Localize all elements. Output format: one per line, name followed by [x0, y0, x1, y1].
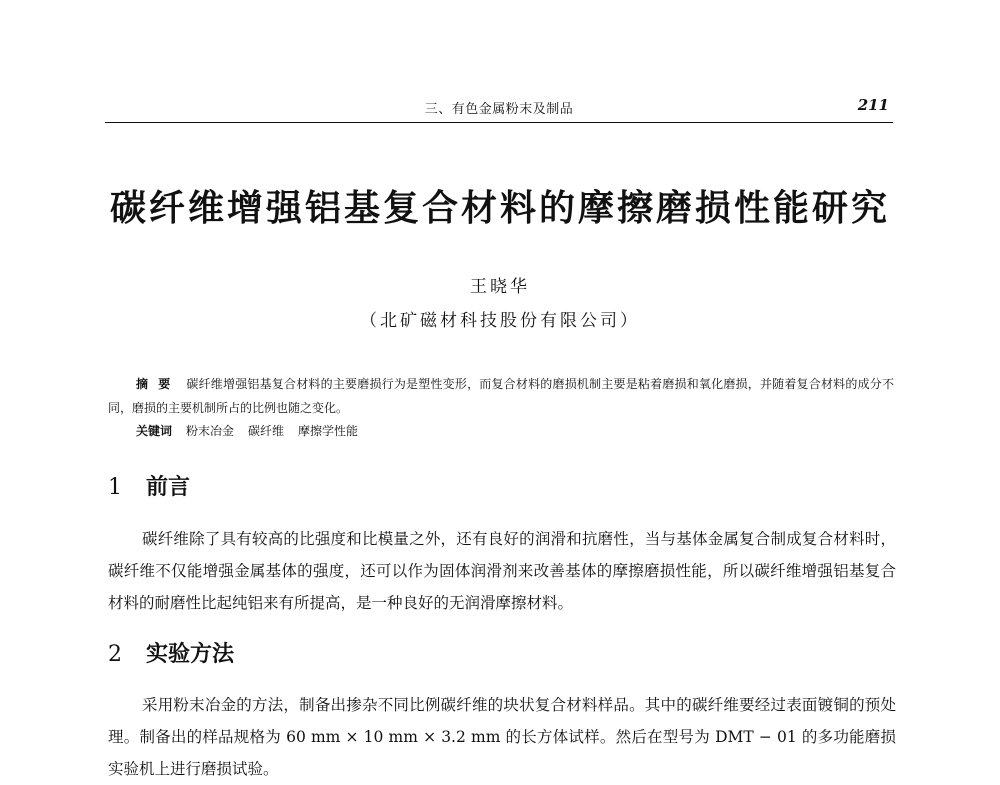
- running-header: [105, 96, 893, 123]
- header-section-title: 三、有色金属粉末及制品: [424, 102, 574, 117]
- keyword: 摩擦学性能: [298, 424, 359, 438]
- keywords: [136, 421, 372, 441]
- keyword: 碳纤维: [248, 424, 285, 438]
- keywords-label: 关键词: [136, 424, 173, 438]
- author-affiliation: （北矿磁材科技股份有限公司）: [360, 311, 640, 331]
- abstract-text: 碳纤维增强铝基复合材料的主要磨损行为是塑性变形，而复合材料的磨损机制主要是粘着磨损和氧化磨损，并随着复合材料的成分不同，磨损的主要机制所占的比例也随之变化。: [108, 377, 894, 415]
- section-title: 实验方法: [146, 641, 235, 667]
- section-title: 前言: [146, 474, 191, 500]
- paper-title: 碳纤维增强铝基复合材料的摩擦磨损性能研究: [109, 188, 890, 229]
- abstract-label: 摘要: [136, 377, 181, 391]
- author-name: 王晓华: [470, 277, 530, 297]
- keyword: 粉末冶金: [186, 424, 235, 438]
- section-paragraph: 采用粉末冶金的方法，制备出掺杂不同比例碳纤维的块状复合材料样品。其中的碳纤维要经过表面镀铜的预处理。制备出的样品规格为 60 mm × 10 mm × 3.2 mm 的长方体试样。然后在型号为 DMT − 01 的多功能磨损实验机上进行磨损试验。: [108, 696, 896, 778]
- section-number: 1: [108, 475, 122, 500]
- section-number: 2: [108, 642, 122, 667]
- section-heading-methods: [108, 637, 234, 668]
- section-paragraph: 碳纤维除了具有较高的比强度和比模量之外，还有良好的润滑和抗磨性，当与基体金属复合制成复合材料时，碳纤维不仅能增强金属基体的强度，还可以作为固体润滑剂来改善基体的摩擦磨损性能，所以碳纤维增强铝基复合材料的耐磨性比起纯铝来有所提高，是一种良好的无润滑摩擦材料。: [108, 530, 896, 612]
- section-heading-introduction: [108, 470, 190, 501]
- abstract: [108, 372, 894, 420]
- page-number: 211: [857, 96, 889, 114]
